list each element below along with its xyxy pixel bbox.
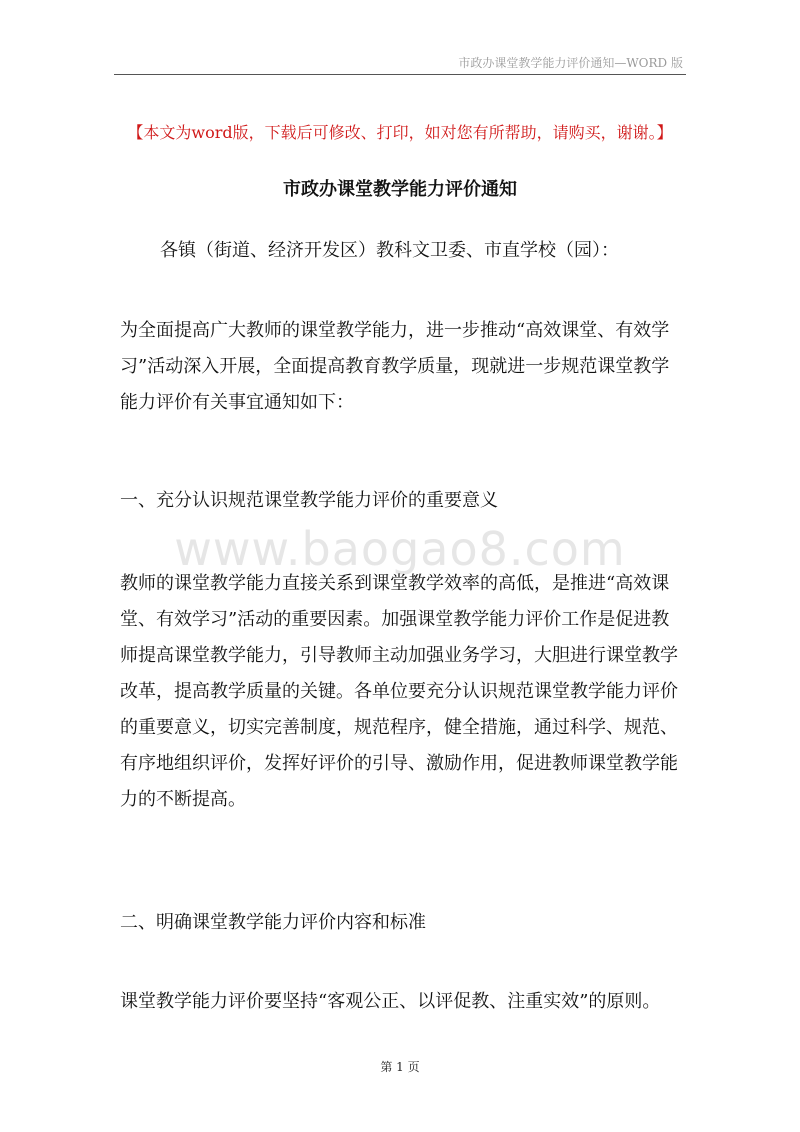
header-divider: [114, 74, 686, 75]
page-number: 第 1 页: [380, 1060, 420, 1074]
section-1-heading: 一、充分认识规范课堂教学能力评价的重要意义: [120, 490, 498, 511]
running-header: 市政办课堂教学能力评价通知—WORD 版: [458, 56, 683, 70]
section-2-heading: 二、明确课堂教学能力评价内容和标准: [120, 912, 426, 933]
document-title: 市政办课堂教学能力评价通知: [283, 179, 517, 200]
watermark: www.baogao8.com: [174, 522, 626, 576]
intro-paragraph: 为全面提高广大教师的课堂教学能力，进一步推动“高效课堂、有效学习”活动深入开展，全面提高教育教学质量，现就进一步规范课堂教学能力评价有关事宜通知如下：: [120, 320, 670, 413]
salutation: 各镇（街道、经济开发区）教科文卫委、市直学校（园）：: [160, 240, 619, 261]
purchase-notice: 【本文为word版，下载后可修改、打印，如对您有所帮助，请购买，谢谢。】: [127, 123, 673, 142]
section-1-paragraph: 教师的课堂教学能力直接关系到课堂教学效率的高低，是推进“高效课堂、有效学习”活动的重要因素。加强课堂教学能力评价工作是促进教师提高课堂教学能力，引导教师主动加强业务学习，大胆进行课堂教学改革，提高教学质量的关键。各单位要充分认识规范课堂教学能力评价的重要意义，切实完善制度，规范程序，健全措施，通过科学、规范、有序地组织评价，发挥好评价的引导、激励作用，促进教师课堂教学能力的不断提高。: [120, 573, 678, 810]
section-2-paragraph: 课堂教学能力评价要坚持“客观公正、以评促教、注重实效”的原则。: [120, 991, 661, 1012]
